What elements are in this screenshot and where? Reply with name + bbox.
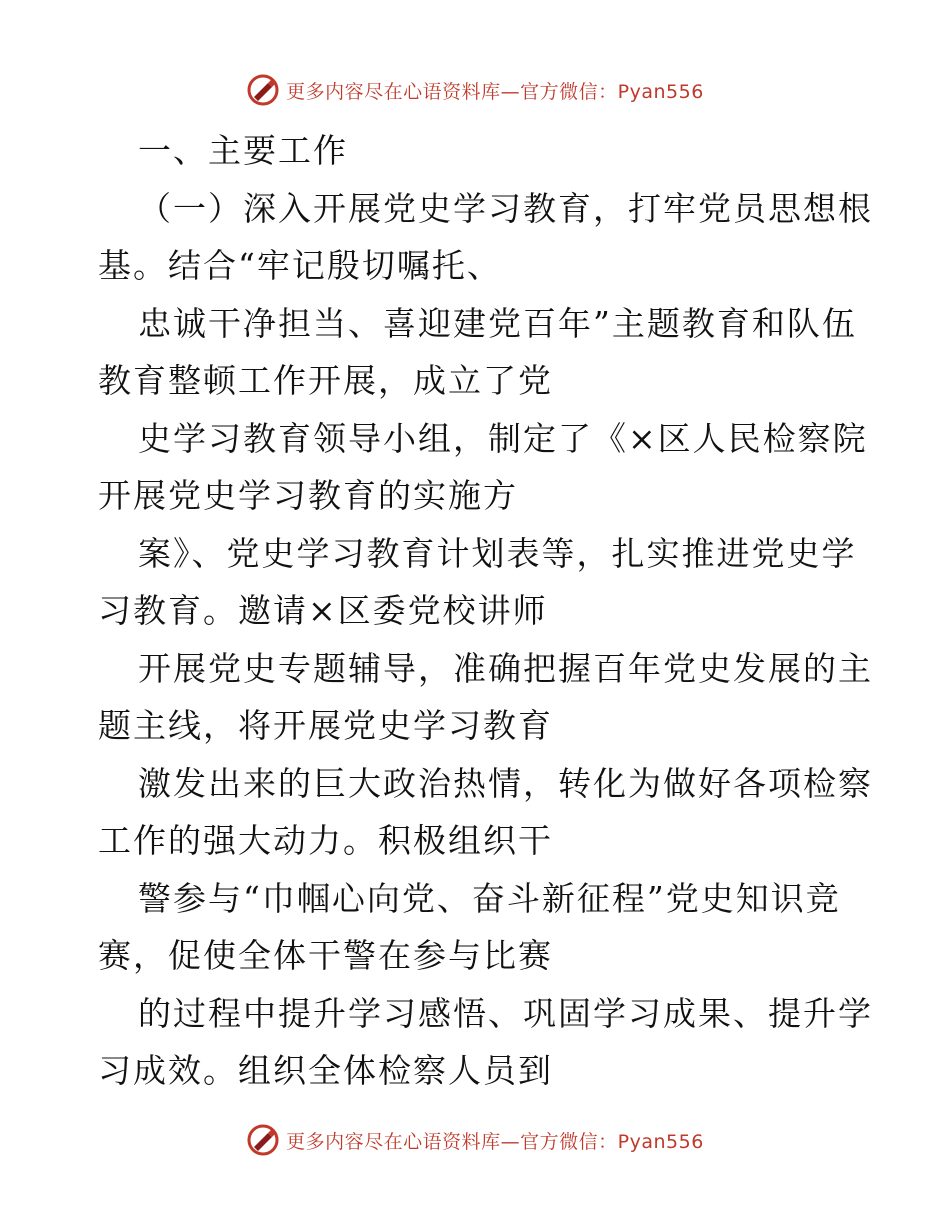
- paragraph-line: 开展党史专题辅导，准确把握百年党史发展的主: [138, 648, 873, 688]
- paragraph-line: 题主线，将开展党史学习教育: [98, 706, 553, 745]
- paragraph-line: 警参与“巾帼心向党、奋斗新征程”党史知识竞: [138, 878, 841, 918]
- paragraph-line: 忠诚干净担当、喜迎建党百年”主题教育和队伍: [138, 303, 857, 343]
- pen-logo-icon: [246, 73, 280, 107]
- paragraph-line: 教育整顿工作开展，成立了党: [98, 361, 553, 400]
- paragraph-line: 激发出来的巨大政治热情，转化为做好各项检察: [138, 763, 873, 803]
- paragraph-line: 习成效。组织全体检察人员到: [98, 1051, 553, 1090]
- footer-watermark-banner: [0, 1120, 950, 1160]
- header-watermark-text: 更多内容尽在心语资料库—官方微信：Pyan556: [286, 80, 704, 103]
- paragraph-line: （一）深入开展党史学习教育，打牢党员思想根: [138, 188, 873, 228]
- header-watermark-banner: [0, 70, 950, 110]
- paragraph-line: 基。结合“牢记殷切嘱托、: [98, 246, 502, 285]
- paragraph-line: 的过程中提升学习感悟、巩固学习成果、提升学: [138, 993, 873, 1033]
- paragraph-line: 史学习教育领导小组，制定了《×区人民检察院: [138, 418, 868, 458]
- paragraph-line: 工作的强大动力。积极组织干: [98, 821, 553, 860]
- footer-watermark-text: 更多内容尽在心语资料库—官方微信：Pyan556: [286, 1130, 704, 1153]
- paragraph-line: 案》、党史学习教育计划表等，扎实推进党史学: [138, 533, 857, 573]
- paragraph-line: 赛，促使全体干警在参与比赛: [98, 936, 553, 975]
- paragraph-line: 习教育。邀请×区委党校讲师: [98, 591, 548, 630]
- paragraph-line: 开展党史学习教育的实施方: [98, 476, 518, 515]
- document-body: [98, 122, 873, 1100]
- pen-logo-icon: [246, 1123, 280, 1157]
- section-heading: 一、主要工作: [138, 131, 348, 170]
